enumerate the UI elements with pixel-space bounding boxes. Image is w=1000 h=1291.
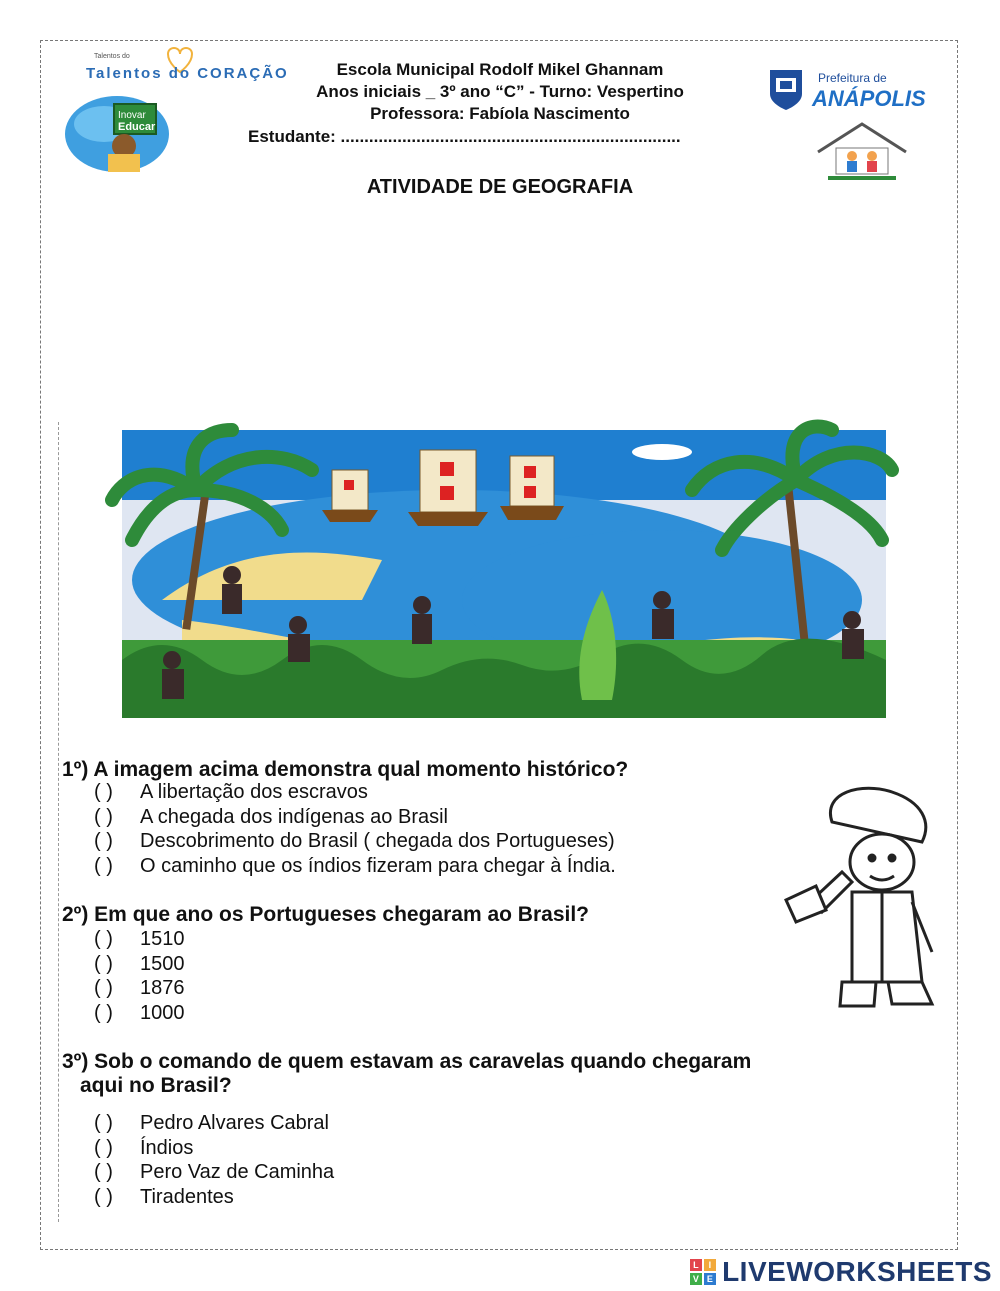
- q1-option-3[interactable]: ( ) Descobrimento do Brasil ( chegada dos Portugueses): [94, 830, 615, 852]
- svg-text:Talentos do CORAÇÃO: Talentos do CORAÇÃO: [86, 65, 289, 82]
- option-checkbox[interactable]: ( ): [94, 855, 113, 877]
- option-checkbox[interactable]: ( ): [94, 1161, 113, 1183]
- q2-option-1[interactable]: ( ) 1510: [94, 928, 185, 950]
- q3-option-3[interactable]: ( ) Pero Vaz de Caminha: [94, 1161, 335, 1183]
- q1-option-2[interactable]: ( ) A chegada dos indígenas ao Brasil: [94, 806, 448, 828]
- teacher-name: Professora: Fabíola Nascimento: [370, 104, 630, 123]
- school-name: Escola Municipal Rodolf Mikel Ghannam: [336, 60, 664, 79]
- svg-text:Talentos do: Talentos do: [94, 53, 130, 60]
- option-checkbox[interactable]: ( ): [94, 1186, 113, 1208]
- svg-text:Prefeitura de: Prefeitura de: [818, 71, 887, 85]
- q2-option-3[interactable]: ( ) 1876: [94, 977, 185, 999]
- option-checkbox[interactable]: ( ): [94, 953, 113, 975]
- page-title: ATIVIDADE DE GEOGRAFIA: [366, 176, 634, 198]
- discovery-scene-image: [122, 430, 886, 718]
- question-1: 1º) A imagem acima demonstra qual momento histórico?: [62, 758, 629, 781]
- liveworksheets-logo[interactable]: [690, 1256, 992, 1288]
- q3-option-1[interactable]: ( ) Pedro Alvares Cabral: [94, 1112, 329, 1134]
- question-3: 3º) Sob o comando de quem estavam as caravelas quando chegaram: [62, 1050, 752, 1073]
- option-checkbox[interactable]: ( ): [94, 1002, 113, 1024]
- option-checkbox[interactable]: ( ): [94, 977, 113, 999]
- option-checkbox[interactable]: ( ): [94, 806, 113, 828]
- navigator-drawing: [782, 782, 942, 1019]
- liveworksheets-text: LIVEWORKSHEETS: [722, 1256, 992, 1287]
- option-checkbox[interactable]: ( ): [94, 928, 113, 950]
- svg-text:Educar: Educar: [118, 121, 156, 133]
- q2-option-2[interactable]: ( ) 1500: [94, 953, 185, 975]
- student-field[interactable]: Estudante: ........................................................................: [248, 127, 681, 146]
- option-checkbox[interactable]: ( ): [94, 1137, 113, 1159]
- grade-line: Anos iniciais _ 3º ano “C” - Turno: Vespertino: [316, 82, 684, 101]
- svg-text:ANÁPOLIS: ANÁPOLIS: [812, 86, 926, 111]
- q3-option-2[interactable]: ( ) Índios: [94, 1137, 194, 1159]
- option-checkbox[interactable]: ( ): [94, 830, 113, 852]
- svg-text:Inovar: Inovar: [118, 110, 146, 121]
- q2-option-4[interactable]: ( ) 1000: [94, 1002, 185, 1024]
- q1-option-4[interactable]: ( ) O caminho que os índios fizeram para chegar à Índia.: [94, 855, 616, 877]
- margin-dashed-line: [58, 422, 59, 1222]
- caravel-2: [408, 450, 488, 526]
- q3-option-4[interactable]: ( ) Tiradentes: [94, 1186, 234, 1208]
- caravel-3: [500, 456, 564, 520]
- question-2: 2º) Em que ano os Portugueses chegaram ao Brasil?: [62, 903, 589, 926]
- question-3-line-2: aqui no Brasil?: [80, 1074, 232, 1097]
- option-checkbox[interactable]: ( ): [94, 1112, 113, 1134]
- option-checkbox[interactable]: ( ): [94, 781, 113, 803]
- q1-option-1[interactable]: ( ) A libertação dos escravos: [94, 781, 368, 803]
- liveworksheets-icon: L I V E: [690, 1259, 716, 1285]
